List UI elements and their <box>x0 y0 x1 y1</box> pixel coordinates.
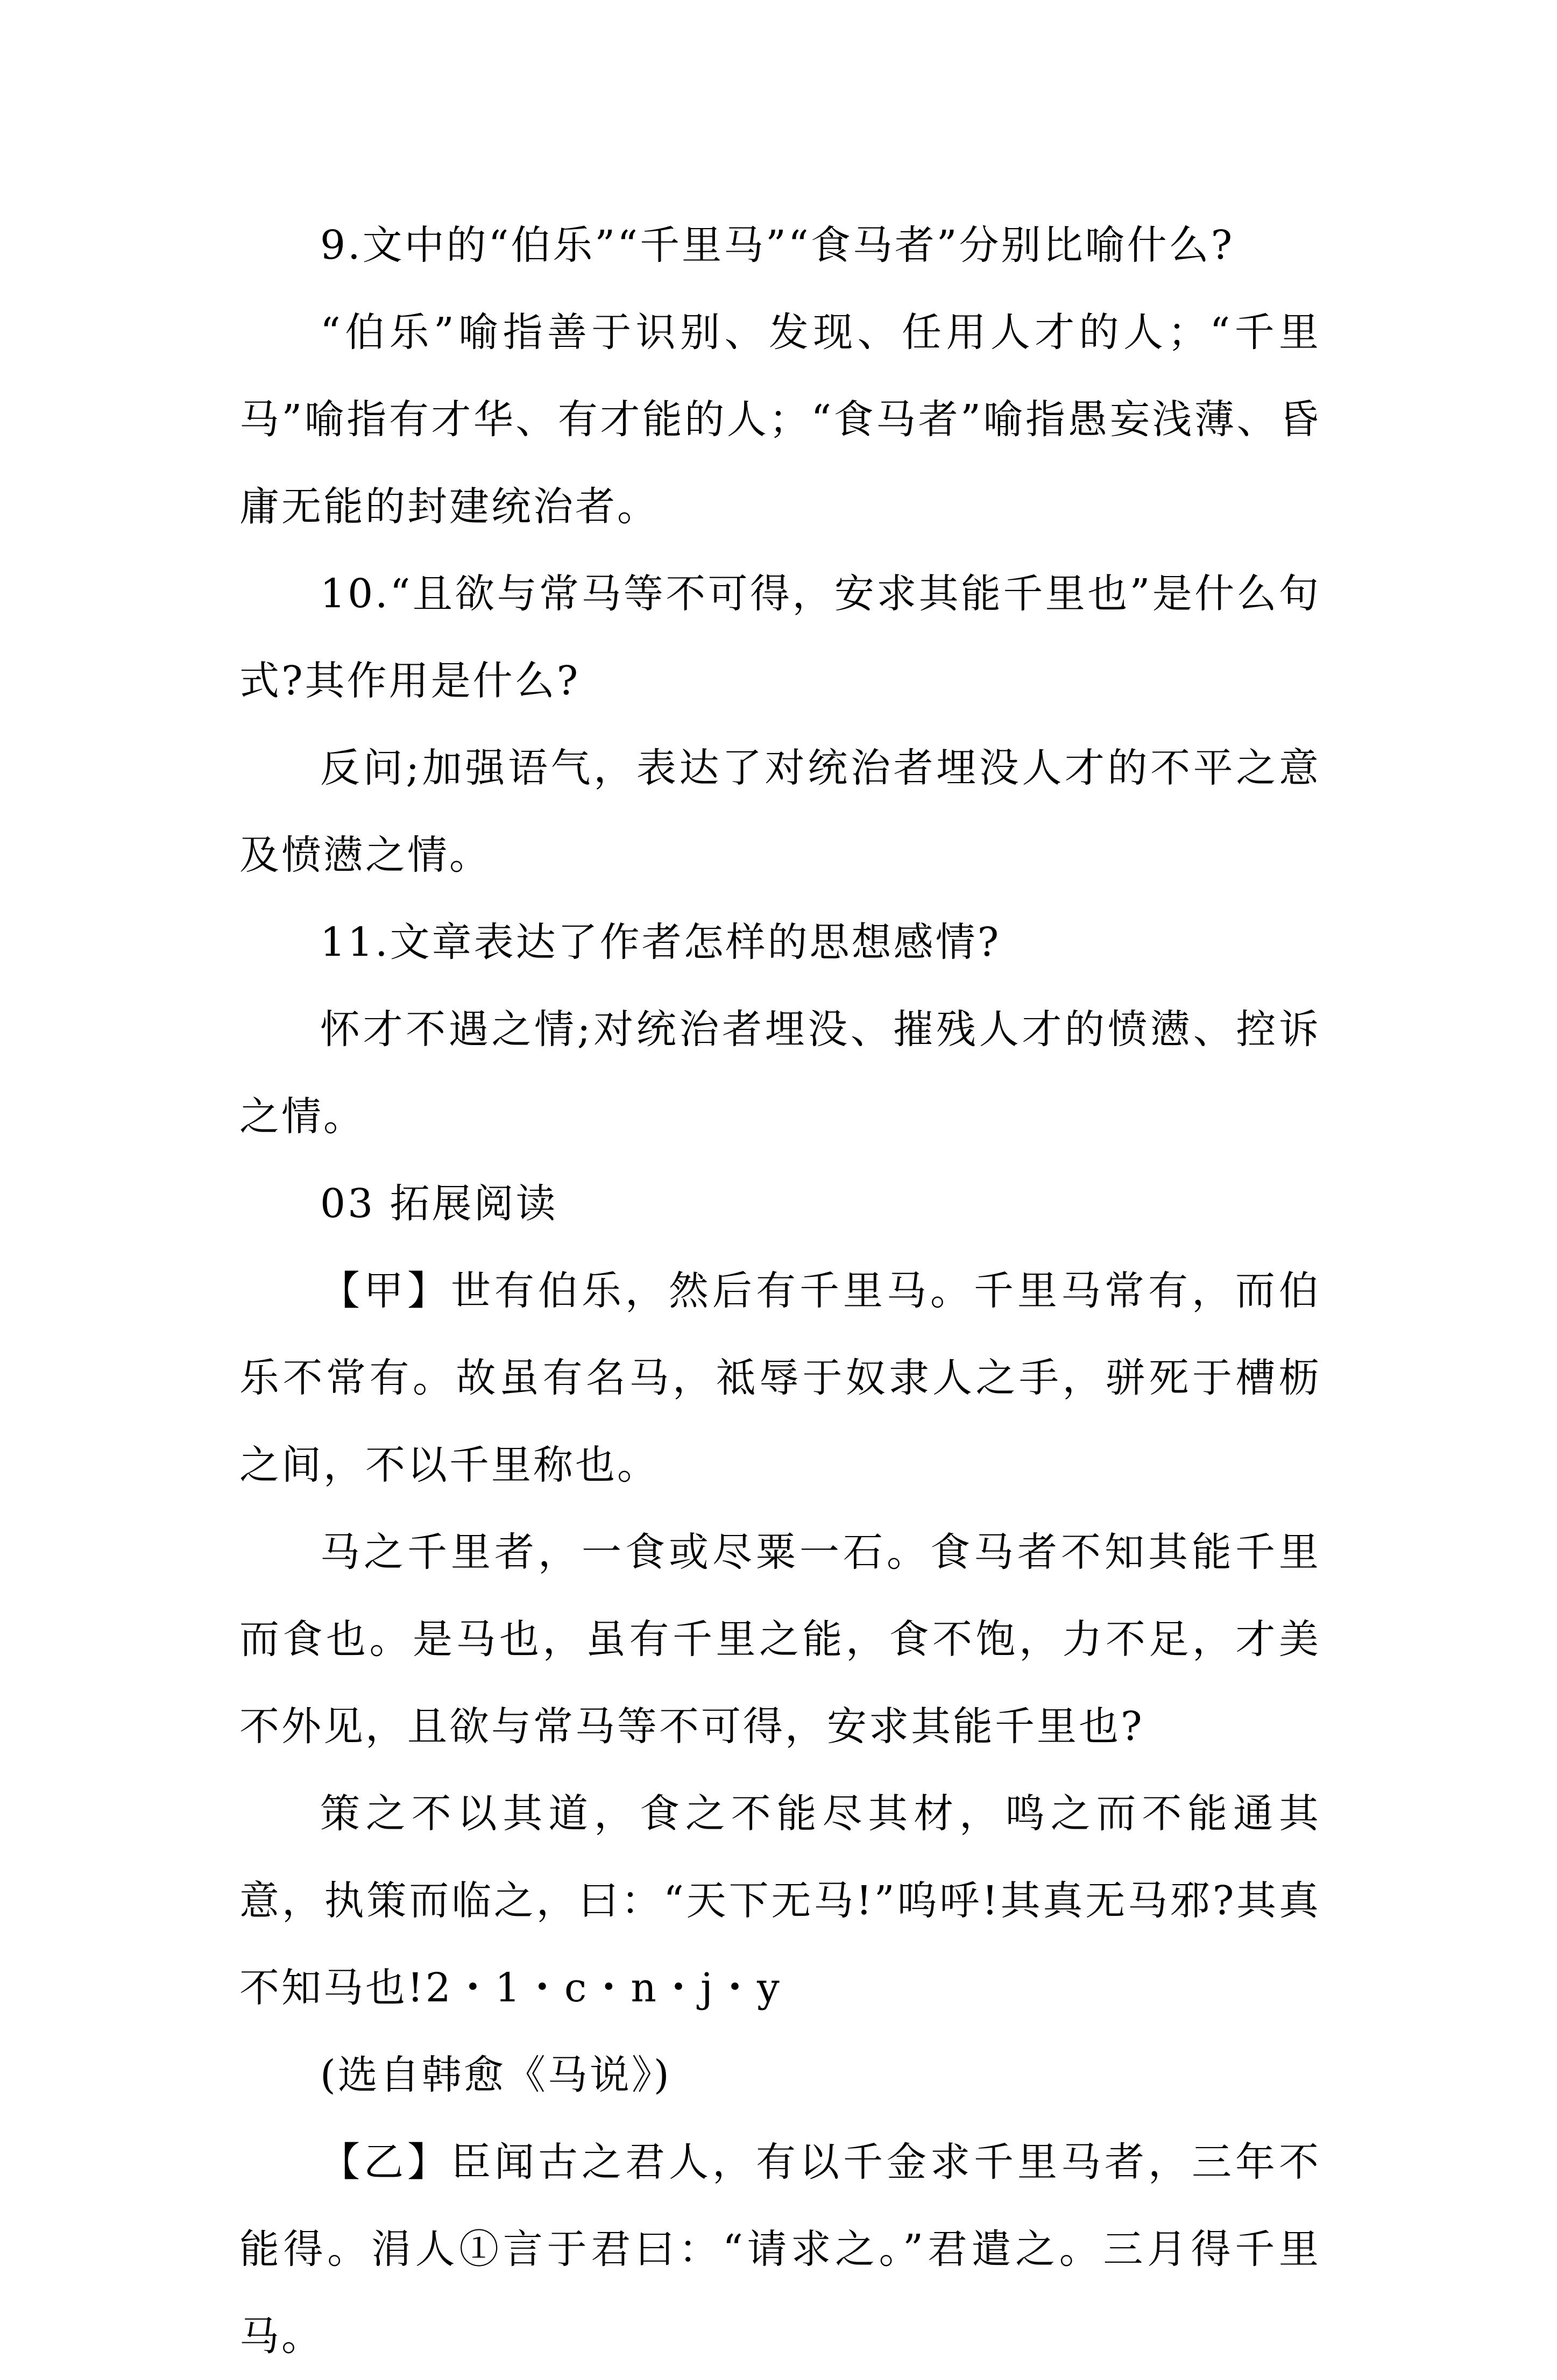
passage-jia-paragraph-2: 马之千里者，一食或尽粟一石。食马者不知其能千里而食也。是马也，虽有千里之能，食不饱，力不足，才美不外见，且欲与常马等不可得，安求其能千里也? <box>239 1529 1321 1750</box>
question-9: 9.文中的“伯乐”“千里马”“食马者”分别比喻什么? <box>320 222 1235 268</box>
answer-11: 怀才不遇之情;对统治者埋没、摧残人才的愤懑、控诉之情。 <box>239 1006 1321 1140</box>
question-10: 10.“且欲与常马等不可得，安求其能千里也”是什么句式?其作用是什么? <box>239 571 1321 704</box>
answer-10: 反问;加强语气，表达了对统治者埋没人才的不平之意及愤懑之情。 <box>239 745 1321 878</box>
document-page <box>239 202 1321 2380</box>
passage-jia-paragraph-3: 策之不以其道，食之不能尽其材，鸣之而不能通其意，执策而临之，曰：“天下无马!”呜呼!其真无马邪?其真不知马也!2・1・c・n・j・y <box>239 1791 1321 2011</box>
section-heading: 03 拓展阅读 <box>320 1181 558 1227</box>
passage-jia-source: (选自韩愈《马说》) <box>320 2052 671 2098</box>
passage-jia-paragraph-1: 【甲】世有伯乐，然后有千里马。千里马常有，而伯乐不常有。故虽有名马，祗辱于奴隶人之手，骈死于槽枥之间，不以千里称也。 <box>239 1268 1321 1488</box>
passage-yi-paragraph-1: 【乙】臣闻古之君人，有以千金求千里马者，三年不能得。涓人①言于君曰：“请求之。”君遣之。三月得千里马。 <box>239 2139 1321 2360</box>
answer-9: “伯乐”喻指善于识别、发现、任用人才的人；“千里马”喻指有才华、有才能的人；“食马者”喻指愚妄浅薄、昏庸无能的封建统治者。 <box>239 309 1321 530</box>
question-11: 11.文章表达了作者怎样的思想感情? <box>320 919 1001 965</box>
